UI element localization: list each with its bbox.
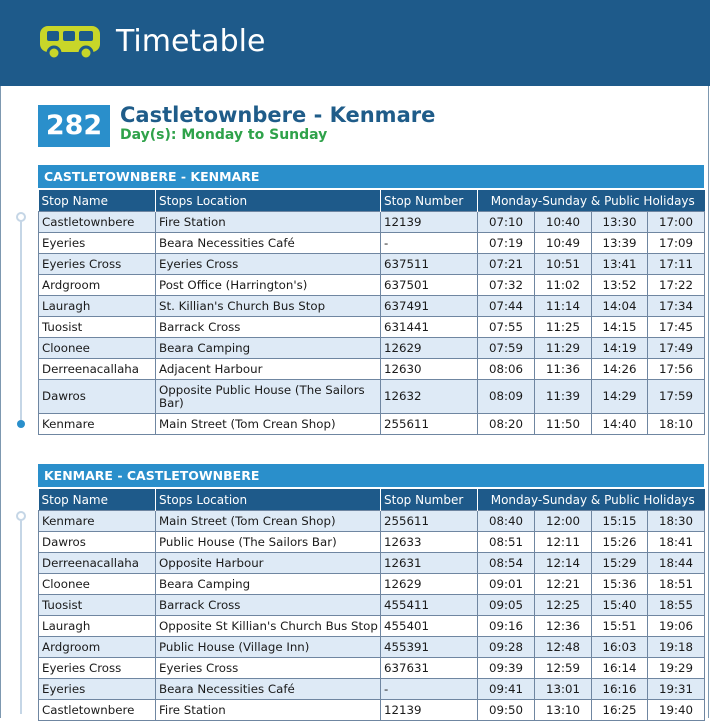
stop-location-cell: Fire Station (156, 700, 381, 721)
time-cell: 12:48 (535, 637, 592, 658)
time-cell: 09:01 (478, 574, 535, 595)
stop-number-cell: 12629 (381, 338, 478, 359)
stop-number-cell: 637631 (381, 658, 478, 679)
table-row (39, 700, 705, 721)
time-cell: 07:10 (478, 212, 535, 233)
time-cell: 12:21 (535, 574, 592, 595)
table-row (39, 574, 705, 595)
table-row (39, 296, 705, 317)
col-stop-number: Stop Number (381, 489, 478, 511)
time-cell: 09:05 (478, 595, 535, 616)
time-cell: 11:02 (535, 275, 592, 296)
stop-number-cell: 455391 (381, 637, 478, 658)
time-cell: 18:44 (648, 553, 705, 574)
stop-location-cell: Opposite Harbour (156, 553, 381, 574)
time-cell: 13:52 (592, 275, 648, 296)
time-cell: 07:44 (478, 296, 535, 317)
time-cell: 19:06 (648, 616, 705, 637)
time-cell: 12:14 (535, 553, 592, 574)
stop-location-cell: Adjacent Harbour (156, 359, 381, 380)
time-cell: 17:59 (648, 380, 705, 414)
stop-location-cell: Opposite Public House (The Sailors Bar) (156, 380, 381, 414)
stop-location-cell: Main Street (Tom Crean Shop) (156, 414, 381, 435)
stop-number-cell: - (381, 233, 478, 254)
stop-number-cell: 12631 (381, 553, 478, 574)
time-cell: 07:32 (478, 275, 535, 296)
time-cell: 12:11 (535, 532, 592, 553)
time-cell: 13:01 (535, 679, 592, 700)
col-stop-name: Stop Name (39, 190, 156, 212)
stop-name-cell: Dawros (39, 532, 156, 553)
stop-name-cell: Castletownbere (39, 212, 156, 233)
stop-number-cell: 255611 (381, 511, 478, 532)
inbound-section (38, 464, 704, 721)
route-start-dot (16, 511, 26, 521)
stop-number-cell: 631441 (381, 317, 478, 338)
stop-number-cell: 12139 (381, 212, 478, 233)
stop-location-cell: Public House (Village Inn) (156, 637, 381, 658)
time-cell: 09:39 (478, 658, 535, 679)
time-cell: 12:59 (535, 658, 592, 679)
time-cell: 08:09 (478, 380, 535, 414)
time-cell: 19:31 (648, 679, 705, 700)
time-cell: 13:30 (592, 212, 648, 233)
inbound-title: KENMARE - CASTLETOWNBERE (38, 464, 704, 489)
stop-name-cell: Eyeries Cross (39, 658, 156, 679)
stop-number-cell: - (381, 679, 478, 700)
time-cell: 15:51 (592, 616, 648, 637)
col-times: Monday-Sunday & Public Holidays (478, 489, 705, 511)
time-cell: 15:40 (592, 595, 648, 616)
time-cell: 16:14 (592, 658, 648, 679)
time-cell: 08:40 (478, 511, 535, 532)
table-row (39, 338, 705, 359)
stop-name-cell: Derreenacallaha (39, 553, 156, 574)
table-row (39, 233, 705, 254)
time-cell: 17:49 (648, 338, 705, 359)
time-cell: 11:39 (535, 380, 592, 414)
time-cell: 09:41 (478, 679, 535, 700)
time-cell: 09:50 (478, 700, 535, 721)
stop-name-cell: Eyeries Cross (39, 254, 156, 275)
time-cell: 18:55 (648, 595, 705, 616)
time-cell: 13:10 (535, 700, 592, 721)
stop-name-cell: Eyeries (39, 679, 156, 700)
stop-number-cell: 12629 (381, 574, 478, 595)
table-header-row (39, 489, 705, 511)
outbound-section (38, 165, 704, 435)
stop-location-cell: Fire Station (156, 212, 381, 233)
stop-name-cell: Cloonee (39, 574, 156, 595)
time-cell: 12:25 (535, 595, 592, 616)
time-cell: 11:14 (535, 296, 592, 317)
time-cell: 16:25 (592, 700, 648, 721)
route-name: Castletownbere - Kenmare (120, 103, 436, 127)
time-cell: 17:45 (648, 317, 705, 338)
time-cell: 12:36 (535, 616, 592, 637)
stop-name-cell: Derreenacallaha (39, 359, 156, 380)
time-cell: 10:51 (535, 254, 592, 275)
time-cell: 17:22 (648, 275, 705, 296)
time-cell: 14:19 (592, 338, 648, 359)
time-cell: 17:09 (648, 233, 705, 254)
stop-location-cell: Beara Camping (156, 338, 381, 359)
bus-icon (38, 24, 104, 62)
time-cell: 17:11 (648, 254, 705, 275)
time-cell: 18:41 (648, 532, 705, 553)
time-cell: 17:56 (648, 359, 705, 380)
time-cell: 18:30 (648, 511, 705, 532)
stop-number-cell: 12139 (381, 700, 478, 721)
time-cell: 14:04 (592, 296, 648, 317)
table-row (39, 511, 705, 532)
stop-name-cell: Cloonee (39, 338, 156, 359)
time-cell: 07:21 (478, 254, 535, 275)
time-cell: 17:34 (648, 296, 705, 317)
time-cell: 10:40 (535, 212, 592, 233)
inbound-route-line (16, 511, 26, 718)
time-cell: 14:29 (592, 380, 648, 414)
table-row (39, 317, 705, 338)
table-row (39, 679, 705, 700)
table-row (39, 637, 705, 658)
time-cell: 19:40 (648, 700, 705, 721)
stop-name-cell: Kenmare (39, 414, 156, 435)
time-cell: 08:51 (478, 532, 535, 553)
time-cell: 15:15 (592, 511, 648, 532)
time-cell: 18:51 (648, 574, 705, 595)
time-cell: 07:19 (478, 233, 535, 254)
stop-name-cell: Eyeries (39, 233, 156, 254)
time-cell: 14:40 (592, 414, 648, 435)
time-cell: 09:28 (478, 637, 535, 658)
stop-name-cell: Tuosist (39, 595, 156, 616)
stop-number-cell: 12632 (381, 380, 478, 414)
table-row (39, 212, 705, 233)
table-row (39, 616, 705, 637)
time-cell: 07:59 (478, 338, 535, 359)
route-start-dot (16, 212, 26, 222)
stop-name-cell: Tuosist (39, 317, 156, 338)
stop-location-cell: Eyeries Cross (156, 254, 381, 275)
time-cell: 08:54 (478, 553, 535, 574)
time-cell: 13:39 (592, 233, 648, 254)
time-cell: 08:20 (478, 414, 535, 435)
stop-location-cell: Public House (The Sailors Bar) (156, 532, 381, 553)
table-row (39, 254, 705, 275)
time-cell: 11:36 (535, 359, 592, 380)
col-stop-number: Stop Number (381, 190, 478, 212)
stop-location-cell: Post Office (Harrington's) (156, 275, 381, 296)
stop-name-cell: Lauragh (39, 616, 156, 637)
stop-location-cell: Barrack Cross (156, 595, 381, 616)
table-row (39, 380, 705, 414)
page-header (0, 0, 710, 86)
stop-name-cell: Castletownbere (39, 700, 156, 721)
col-stop-location: Stops Location (156, 190, 381, 212)
route-number-badge: 282 (38, 105, 110, 147)
time-cell: 09:16 (478, 616, 535, 637)
time-cell: 07:55 (478, 317, 535, 338)
stop-location-cell: Beara Camping (156, 574, 381, 595)
time-cell: 19:29 (648, 658, 705, 679)
time-cell: 11:50 (535, 414, 592, 435)
table-row (39, 359, 705, 380)
stop-location-cell: Barrack Cross (156, 317, 381, 338)
page-title: Timetable (116, 24, 266, 59)
time-cell: 10:49 (535, 233, 592, 254)
route-days: Day(s): Monday to Sunday (120, 127, 328, 143)
route-end-dot (17, 420, 25, 428)
stop-number-cell: 455411 (381, 595, 478, 616)
stop-name-cell: Lauragh (39, 296, 156, 317)
table-row (39, 414, 705, 435)
stop-number-cell: 12633 (381, 532, 478, 553)
time-cell: 14:26 (592, 359, 648, 380)
stop-location-cell: Beara Necessities Café (156, 233, 381, 254)
time-cell: 18:10 (648, 414, 705, 435)
time-cell: 13:41 (592, 254, 648, 275)
stop-location-cell: St. Killian's Church Bus Stop (156, 296, 381, 317)
table-row (39, 275, 705, 296)
time-cell: 11:25 (535, 317, 592, 338)
time-cell: 12:00 (535, 511, 592, 532)
outbound-table (38, 190, 705, 435)
col-stop-location: Stops Location (156, 489, 381, 511)
stop-name-cell: Kenmare (39, 511, 156, 532)
stop-number-cell: 637491 (381, 296, 478, 317)
table-row (39, 658, 705, 679)
time-cell: 11:29 (535, 338, 592, 359)
time-cell: 15:36 (592, 574, 648, 595)
inbound-table (38, 489, 705, 721)
stop-number-cell: 637511 (381, 254, 478, 275)
stop-location-cell: Main Street (Tom Crean Shop) (156, 511, 381, 532)
stop-number-cell: 637501 (381, 275, 478, 296)
table-row (39, 532, 705, 553)
stop-number-cell: 12630 (381, 359, 478, 380)
time-cell: 16:03 (592, 637, 648, 658)
table-row (39, 553, 705, 574)
outbound-title: CASTLETOWNBERE - KENMARE (38, 165, 704, 190)
stop-location-cell: Eyeries Cross (156, 658, 381, 679)
time-cell: 15:29 (592, 553, 648, 574)
stop-name-cell: Dawros (39, 380, 156, 414)
stop-location-cell: Opposite St Killian's Church Bus Stop (156, 616, 381, 637)
time-cell: 16:16 (592, 679, 648, 700)
stop-location-cell: Beara Necessities Café (156, 679, 381, 700)
time-cell: 14:15 (592, 317, 648, 338)
stop-number-cell: 455401 (381, 616, 478, 637)
stop-number-cell: 255611 (381, 414, 478, 435)
time-cell: 17:00 (648, 212, 705, 233)
table-header-row (39, 190, 705, 212)
time-cell: 08:06 (478, 359, 535, 380)
col-times: Monday-Sunday & Public Holidays (478, 190, 705, 212)
table-row (39, 595, 705, 616)
time-cell: 19:18 (648, 637, 705, 658)
stop-name-cell: Ardgroom (39, 637, 156, 658)
col-stop-name: Stop Name (39, 489, 156, 511)
time-cell: 15:26 (592, 532, 648, 553)
outbound-route-line (16, 212, 26, 428)
stop-name-cell: Ardgroom (39, 275, 156, 296)
